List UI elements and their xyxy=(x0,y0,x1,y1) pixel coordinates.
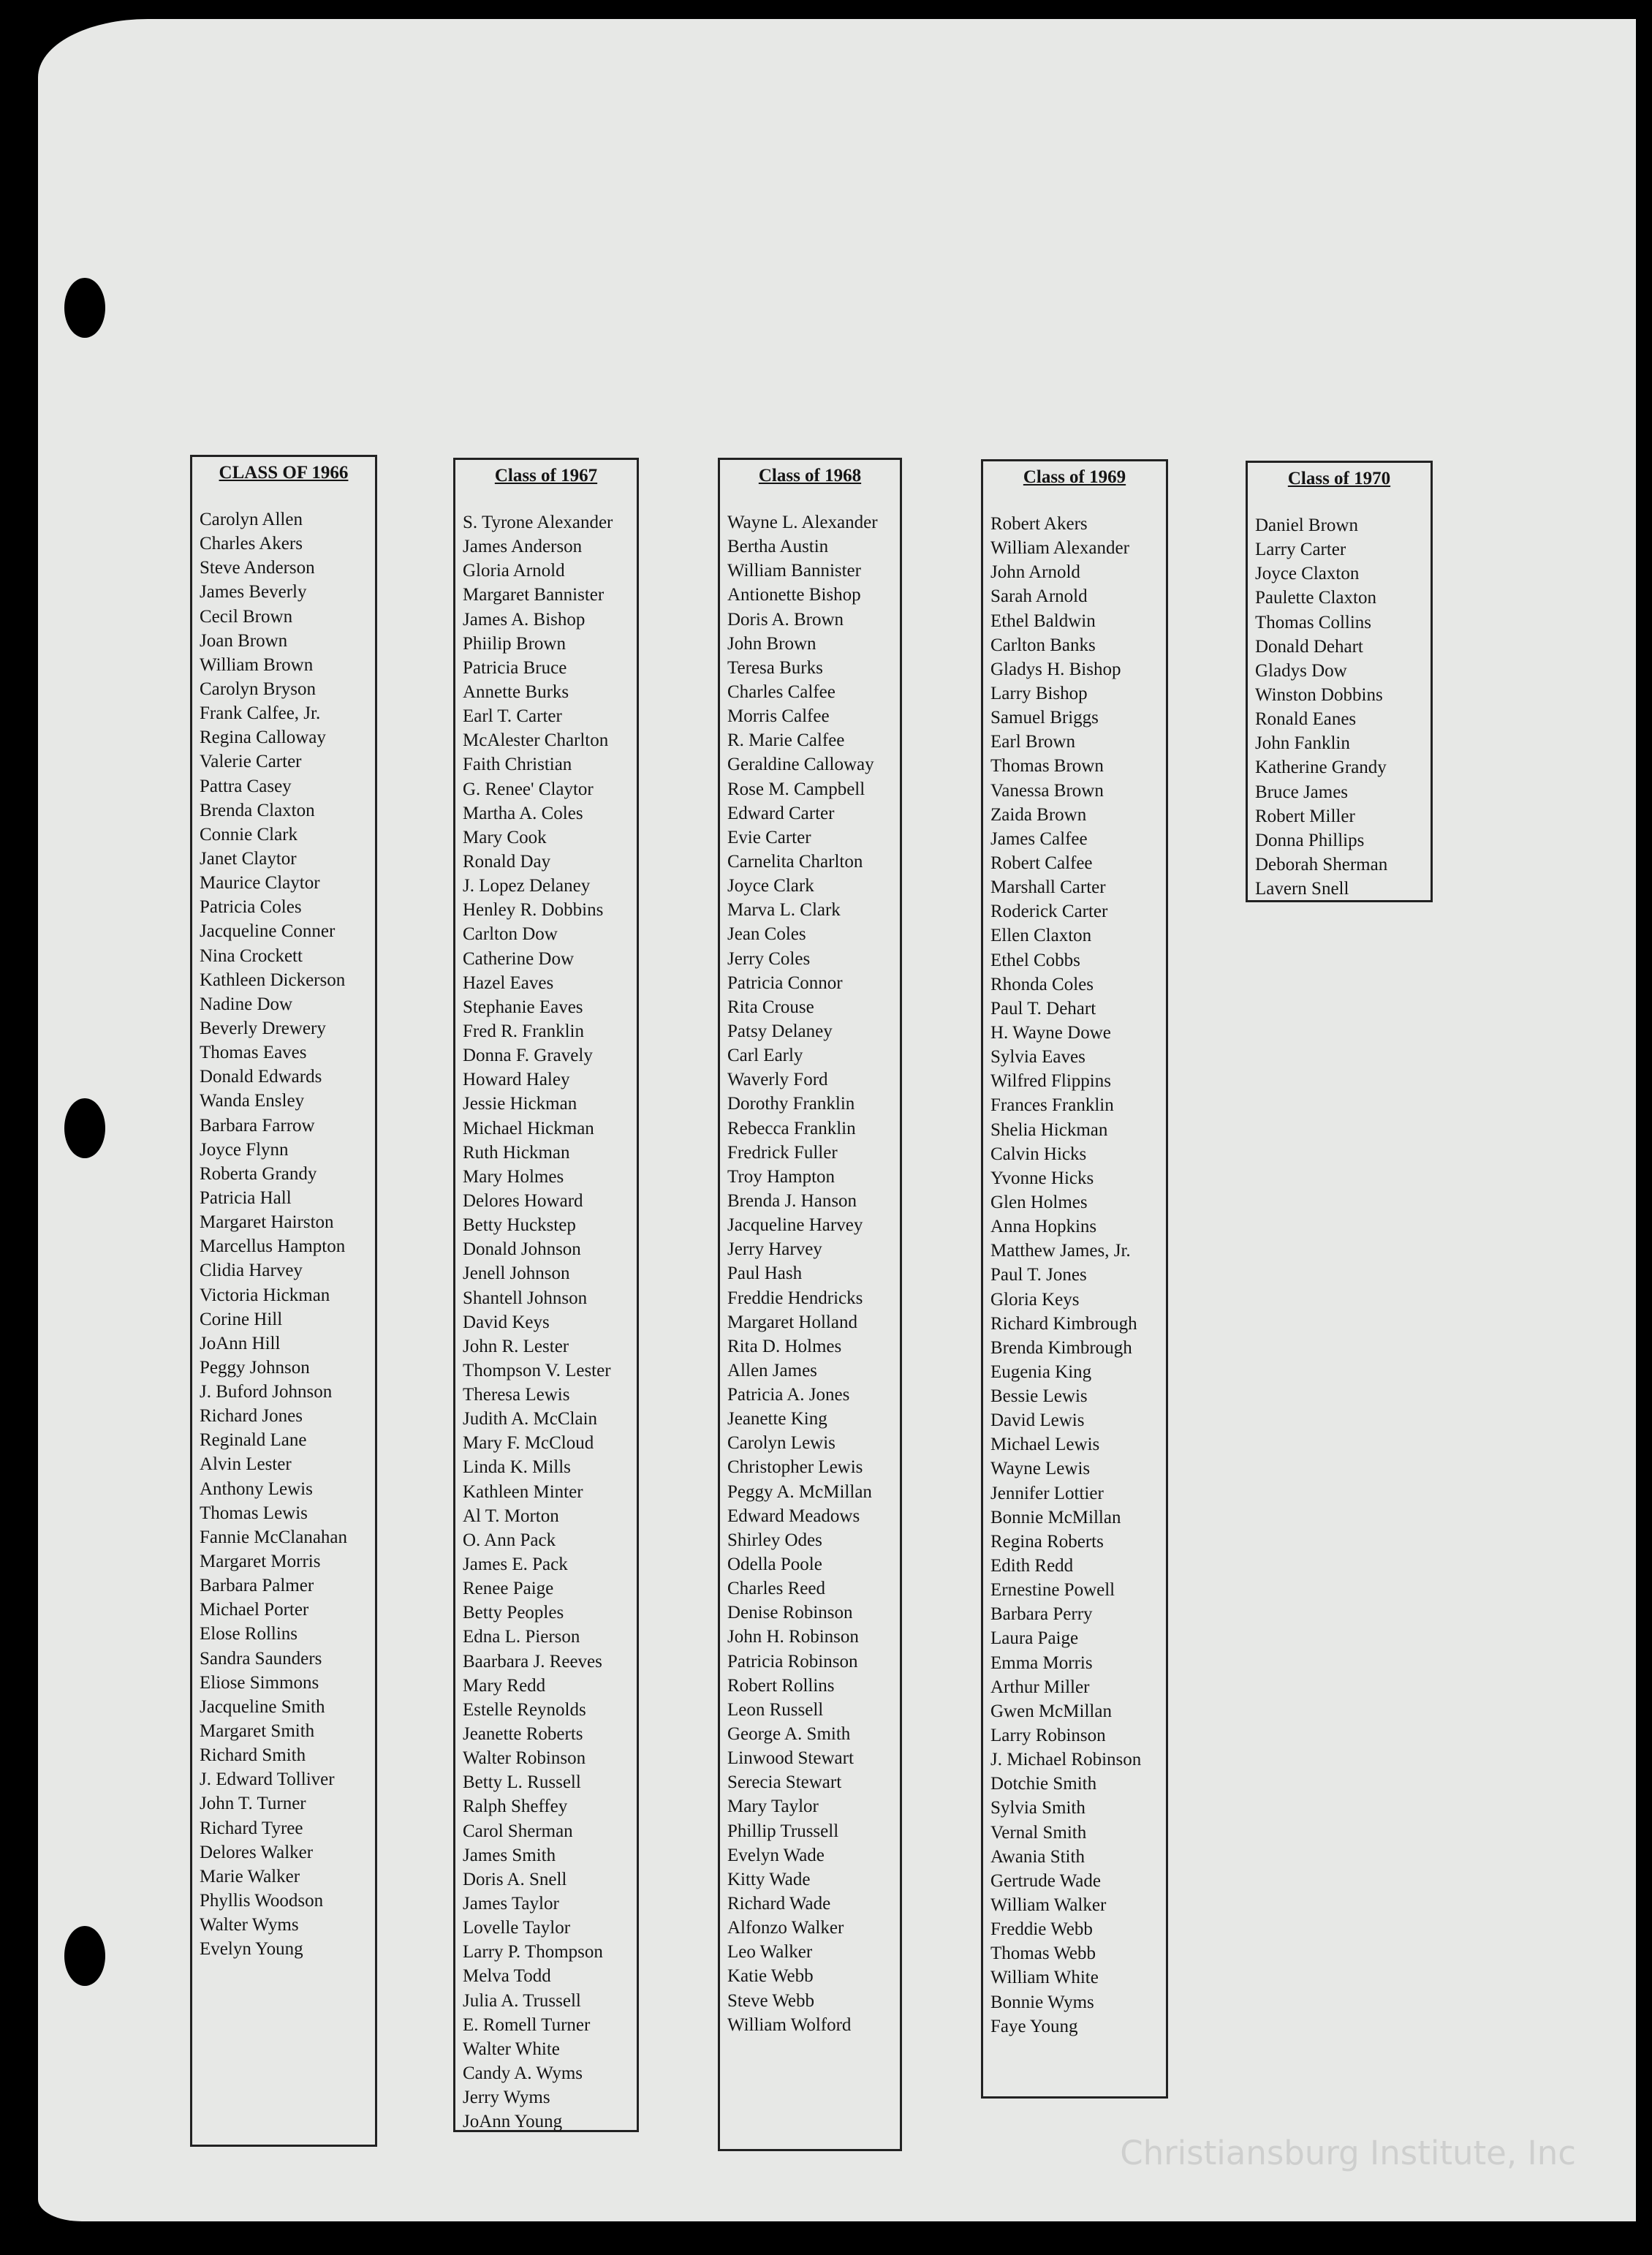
student-name: Ellen Claxton xyxy=(990,926,1092,946)
student-name: Gloria Arnold xyxy=(463,561,565,581)
student-name: Melva Todd xyxy=(463,1966,551,1987)
student-name: Thomas Eaves xyxy=(200,1043,307,1063)
student-name: Evelyn Wade xyxy=(727,1845,825,1865)
student-name: Larry P. Thompson xyxy=(463,1942,603,1963)
student-name: Waverly Ford xyxy=(727,1070,828,1090)
student-name: James Taylor xyxy=(463,1894,559,1914)
student-name: Paul T. Dehart xyxy=(990,998,1096,1019)
student-name: Carol Sherman xyxy=(463,1821,573,1841)
student-name: Marva L. Clark xyxy=(727,900,841,921)
student-name: Ronald Eanes xyxy=(1255,709,1357,730)
student-name: Paulette Claxton xyxy=(1255,588,1376,608)
student-name: Rhonda Coles xyxy=(990,974,1094,994)
student-name: Freddie Hendricks xyxy=(727,1288,863,1308)
student-name: Gladys Dow xyxy=(1255,660,1347,681)
class-1967-names xyxy=(463,510,634,2134)
student-name: Jacqueline Smith xyxy=(200,1696,325,1717)
student-name: Gertrude Wade xyxy=(990,1870,1101,1891)
binder-hole-top xyxy=(64,278,105,338)
student-name: James A. Bishop xyxy=(463,609,586,630)
student-name: Valerie Carter xyxy=(200,752,302,772)
student-name: Jacqueline Conner xyxy=(200,921,336,942)
student-name: Joyce Clark xyxy=(727,876,814,896)
class-1966-names xyxy=(200,507,372,1961)
class-1967-title: Class of 1967 xyxy=(494,466,598,486)
student-name: Vernal Smith xyxy=(990,1822,1087,1843)
class-1969-column xyxy=(981,459,1168,2099)
student-name: Catherine Dow xyxy=(463,948,575,969)
class-1967-column xyxy=(453,458,639,2132)
student-name: Delores Walker xyxy=(200,1842,314,1862)
student-name: Jerry Harvey xyxy=(727,1239,822,1260)
class-1966-title: CLASS OF 1966 xyxy=(219,463,349,483)
student-name: Walter White xyxy=(463,2039,560,2059)
student-name: Margaret Holland xyxy=(727,1312,857,1332)
student-name: Mary Holmes xyxy=(463,1166,564,1187)
student-name: Henley R. Dobbins xyxy=(463,900,604,921)
student-name: Edward Carter xyxy=(727,803,835,823)
student-name: Ernestine Powell xyxy=(990,1580,1115,1601)
student-name: Glen Holmes xyxy=(990,1192,1088,1212)
student-name: Jerry Wyms xyxy=(463,2088,550,2108)
student-name: Anna Hopkins xyxy=(990,1217,1097,1237)
student-name: Paul Hash xyxy=(727,1264,803,1284)
student-name: Michael Lewis xyxy=(990,1435,1100,1455)
student-name: Walter Wyms xyxy=(200,1915,299,1935)
student-name: Candy A. Wyms xyxy=(463,2063,583,2083)
student-name: Faith Christian xyxy=(463,755,572,775)
student-name: Phyllis Woodson xyxy=(200,1891,324,1911)
class-1969-names xyxy=(990,512,1163,2039)
student-name: Carnelita Charlton xyxy=(727,851,863,872)
student-name: Elose Rollins xyxy=(200,1624,298,1644)
student-name: Katie Webb xyxy=(727,1966,814,1987)
student-name: O. Ann Pack xyxy=(463,1530,556,1550)
student-name: Antionette Bishop xyxy=(727,585,861,605)
student-name: James Smith xyxy=(463,1845,556,1865)
class-1968-column xyxy=(718,458,902,2151)
student-name: Charles Calfee xyxy=(727,681,836,702)
student-name: Regina Calloway xyxy=(200,728,326,748)
student-name: Linda K. Mills xyxy=(463,1457,571,1478)
student-name: J. Lopez Delaney xyxy=(463,876,591,896)
student-name: Bertha Austin xyxy=(727,537,829,557)
student-name: Teresa Burks xyxy=(727,657,823,678)
student-name: Jennifer Lottier xyxy=(990,1483,1104,1503)
student-name: Bruce James xyxy=(1255,782,1349,802)
student-name: Barbara Palmer xyxy=(200,1576,314,1596)
student-name: JoAnn Young xyxy=(463,2112,563,2132)
student-name: Judith A. McClain xyxy=(463,1409,598,1429)
student-name: David Lewis xyxy=(990,1410,1085,1431)
student-name: Carolyn Lewis xyxy=(727,1433,836,1454)
student-name: Michael Porter xyxy=(200,1600,309,1620)
student-name: John T. Turner xyxy=(200,1794,306,1814)
student-name: John H. Robinson xyxy=(727,1627,859,1647)
student-name: Marshall Carter xyxy=(990,877,1106,898)
student-name: Martha A. Coles xyxy=(463,803,583,823)
student-name: John Arnold xyxy=(990,562,1080,583)
student-name: Corine Hill xyxy=(200,1309,283,1329)
student-name: E. Romell Turner xyxy=(463,2014,591,2035)
student-name: Joyce Flynn xyxy=(200,1139,289,1160)
student-name: Edith Redd xyxy=(990,1556,1074,1576)
student-name: Rita Crouse xyxy=(727,997,814,1017)
student-name: JoAnn Hill xyxy=(200,1333,281,1353)
student-name: Thompson V. Lester xyxy=(463,1360,611,1380)
student-name: Margaret Hairston xyxy=(200,1212,334,1233)
student-name: Cecil Brown xyxy=(200,606,293,627)
student-name: Gloria Keys xyxy=(990,1289,1080,1310)
student-name: Patricia A. Jones xyxy=(727,1385,850,1405)
student-name: Bonnie Wyms xyxy=(990,1992,1094,2012)
student-name: Donald Dehart xyxy=(1255,636,1363,657)
student-name: Patricia Hall xyxy=(200,1187,292,1208)
student-name: Delores Howard xyxy=(463,1190,583,1211)
student-name: Carlton Banks xyxy=(990,635,1096,655)
student-name: John Brown xyxy=(727,633,816,654)
student-name: Shirley Odes xyxy=(727,1530,822,1550)
student-name: Doris A. Snell xyxy=(463,1869,567,1889)
student-name: Richard Jones xyxy=(200,1406,303,1427)
student-name: McAlester Charlton xyxy=(463,730,609,751)
student-name: Jerry Coles xyxy=(727,948,811,969)
student-name: William Bannister xyxy=(727,561,861,581)
student-name: Shelia Hickman xyxy=(990,1119,1108,1140)
student-name: Alvin Lester xyxy=(200,1454,292,1475)
student-name: Annette Burks xyxy=(463,681,569,702)
student-name: Mary F. McCloud xyxy=(463,1433,594,1454)
student-name: Reginald Lane xyxy=(200,1430,307,1451)
student-name: Mary Taylor xyxy=(727,1797,819,1817)
class-1969-title: Class of 1969 xyxy=(1023,467,1126,487)
student-name: Betty Peoples xyxy=(463,1603,564,1623)
student-name: John Fanklin xyxy=(1255,733,1350,754)
student-name: Margaret Morris xyxy=(200,1552,321,1572)
student-name: Matthew James, Jr. xyxy=(990,1241,1131,1261)
student-name: Betty L. Russell xyxy=(463,1772,581,1793)
student-name: Ronald Day xyxy=(463,851,551,872)
student-name: Maurice Claytor xyxy=(200,873,320,894)
student-name: Rita D. Holmes xyxy=(727,1336,842,1356)
student-name: Phillip Trussell xyxy=(727,1821,839,1841)
student-name: John R. Lester xyxy=(463,1336,569,1356)
student-name: Theresa Lewis xyxy=(463,1385,570,1405)
student-name: G. Renee' Claytor xyxy=(463,779,594,799)
student-name: Geraldine Calloway xyxy=(727,755,874,775)
student-name: Thomas Collins xyxy=(1255,612,1372,632)
student-name: Betty Huckstep xyxy=(463,1215,576,1236)
student-name: Yvonne Hicks xyxy=(990,1168,1094,1188)
student-name: Lavern Snell xyxy=(1255,879,1349,899)
student-name: Rose M. Campbell xyxy=(727,779,865,799)
binder-hole-middle xyxy=(64,1098,105,1158)
student-name: Nadine Dow xyxy=(200,994,293,1014)
student-name: Christopher Lewis xyxy=(727,1457,863,1478)
student-name: Peggy Johnson xyxy=(200,1357,310,1378)
student-name: Deborah Sherman xyxy=(1255,854,1388,875)
student-name: Ruth Hickman xyxy=(463,1142,570,1163)
student-name: Odella Poole xyxy=(727,1555,822,1575)
student-name: Steve Anderson xyxy=(200,558,315,578)
student-name: Marie Walker xyxy=(200,1866,300,1886)
student-name: Beverly Drewery xyxy=(200,1018,326,1038)
class-1970-column xyxy=(1246,461,1433,902)
student-name: Robert Calfee xyxy=(990,853,1093,873)
student-name: Charles Akers xyxy=(200,534,303,554)
student-name: Arthur Miller xyxy=(990,1677,1090,1697)
student-name: Carolyn Bryson xyxy=(200,679,317,699)
student-name: Thomas Lewis xyxy=(200,1503,308,1523)
student-name: Pattra Casey xyxy=(200,776,292,796)
student-name: Morris Calfee xyxy=(727,706,830,727)
student-name: Victoria Hickman xyxy=(200,1285,330,1305)
student-name: Patricia Connor xyxy=(727,972,843,993)
student-name: Daniel Brown xyxy=(1255,515,1358,535)
student-name: Steve Webb xyxy=(727,1990,815,2011)
student-name: Wanda Ensley xyxy=(200,1091,305,1111)
student-name: Donald Johnson xyxy=(463,1239,581,1260)
student-name: Jenell Johnson xyxy=(463,1264,570,1284)
student-name: William Wolford xyxy=(727,2014,852,2035)
class-1968-names xyxy=(727,510,897,2037)
student-name: Zaida Brown xyxy=(990,804,1087,825)
student-name: George A. Smith xyxy=(727,1724,851,1745)
student-name: Sandra Saunders xyxy=(200,1648,322,1669)
student-name: James Calfee xyxy=(990,828,1088,849)
student-name: Earl Brown xyxy=(990,732,1075,752)
student-name: Joan Brown xyxy=(200,630,288,651)
student-name: Donald Edwards xyxy=(200,1067,322,1087)
student-name: Clidia Harvey xyxy=(200,1261,303,1281)
student-name: J. Edward Tolliver xyxy=(200,1769,335,1790)
student-name: Fannie McClanahan xyxy=(200,1527,348,1547)
student-name: Walter Robinson xyxy=(463,1748,586,1769)
student-name: Patsy Delaney xyxy=(727,1021,833,1041)
student-name: Gwen McMillan xyxy=(990,1701,1112,1721)
student-name: Phiilip Brown xyxy=(463,633,566,654)
student-name: Alfonzo Walker xyxy=(727,1918,844,1938)
student-name: Joyce Claxton xyxy=(1255,564,1360,584)
student-name: Wayne Lewis xyxy=(990,1459,1091,1479)
student-name: Carl Early xyxy=(727,1046,803,1066)
student-name: Richard Tyree xyxy=(200,1818,303,1838)
student-name: Frank Calfee, Jr. xyxy=(200,703,321,724)
student-name: Rebecca Franklin xyxy=(727,1118,856,1138)
student-name: Jessie Hickman xyxy=(463,1094,577,1114)
student-name: Kitty Wade xyxy=(727,1869,811,1889)
student-name: James Anderson xyxy=(463,537,583,557)
student-name: Donna F. Gravely xyxy=(463,1046,593,1066)
student-name: Kathleen Dickerson xyxy=(200,970,346,990)
student-name: Nina Crockett xyxy=(200,945,303,966)
student-name: Brenda Kimbrough xyxy=(990,1337,1132,1358)
student-name: Richard Kimbrough xyxy=(990,1313,1137,1334)
student-name: Connie Clark xyxy=(200,824,298,845)
student-name: David Keys xyxy=(463,1312,550,1332)
student-name: S. Tyrone Alexander xyxy=(463,513,613,532)
student-name: Leon Russell xyxy=(727,1699,824,1720)
student-name: Kathleen Minter xyxy=(463,1481,583,1502)
student-name: Marcellus Hampton xyxy=(200,1236,346,1257)
student-name: Larry Robinson xyxy=(990,1726,1106,1746)
student-name: Serecia Stewart xyxy=(727,1772,842,1793)
student-name: Michael Hickman xyxy=(463,1118,594,1138)
class-1966-column xyxy=(190,455,377,2147)
student-name: Patricia Bruce xyxy=(463,657,567,678)
student-name: Allen James xyxy=(727,1360,817,1380)
student-name: William Brown xyxy=(200,654,314,675)
student-name: Howard Haley xyxy=(463,1070,570,1090)
student-name: Baarbara J. Reeves xyxy=(463,1651,602,1672)
student-name: Sylvia Eaves xyxy=(990,1047,1085,1068)
student-name: Fred R. Franklin xyxy=(463,1021,584,1041)
student-name: Wilfred Flippins xyxy=(990,1071,1111,1092)
student-name: Carolyn Allen xyxy=(200,510,303,529)
student-name: Calvin Hicks xyxy=(990,1144,1087,1164)
student-name: Roberta Grandy xyxy=(200,1163,317,1184)
student-name: H. Wayne Dowe xyxy=(990,1022,1111,1043)
student-name: Lovelle Taylor xyxy=(463,1918,571,1938)
student-name: Jeanette Roberts xyxy=(463,1724,583,1745)
student-name: Barbara Farrow xyxy=(200,1115,315,1136)
student-name: Evie Carter xyxy=(727,827,811,847)
student-name: Faye Young xyxy=(990,2016,1078,2036)
watermark-text: Christiansburg Institute, Inc xyxy=(1120,2134,1576,2172)
student-name: J. Michael Robinson xyxy=(990,1750,1142,1770)
student-name: Katherine Grandy xyxy=(1255,758,1387,778)
student-name: Denise Robinson xyxy=(727,1603,853,1623)
binder-hole-bottom xyxy=(64,1926,105,1986)
student-name: Hazel Eaves xyxy=(463,972,554,993)
student-name: Mary Cook xyxy=(463,827,547,847)
class-1970-title: Class of 1970 xyxy=(1287,469,1391,488)
student-name: Laura Paige xyxy=(990,1628,1079,1649)
student-name: Stephanie Eaves xyxy=(463,997,583,1017)
student-name: Eliose Simmons xyxy=(200,1672,319,1693)
student-name: James Beverly xyxy=(200,582,307,603)
student-name: James E. Pack xyxy=(463,1555,568,1575)
student-name: Emma Morris xyxy=(990,1652,1093,1673)
student-name: Ethel Cobbs xyxy=(990,950,1080,970)
student-name: Estelle Reynolds xyxy=(463,1699,586,1720)
student-name: Carlton Dow xyxy=(463,924,558,945)
student-name: Donna Phillips xyxy=(1255,830,1365,850)
student-name: Regina Roberts xyxy=(990,1531,1104,1552)
student-name: Samuel Briggs xyxy=(990,708,1099,728)
student-name: Vanessa Brown xyxy=(990,780,1104,801)
student-name: Shantell Johnson xyxy=(463,1288,588,1308)
student-name: Evelyn Young xyxy=(200,1939,303,1960)
student-name: Sylvia Smith xyxy=(990,1798,1085,1818)
student-name: Awania Stith xyxy=(990,1846,1085,1867)
student-name: Ethel Baldwin xyxy=(990,611,1096,631)
student-name: Renee Paige xyxy=(463,1579,554,1599)
student-name: Troy Hampton xyxy=(727,1166,836,1187)
student-name: Jean Coles xyxy=(727,924,806,945)
student-name: Doris A. Brown xyxy=(727,609,844,630)
student-name: Robert Akers xyxy=(990,514,1088,534)
student-name: Margaret Bannister xyxy=(463,585,605,605)
class-1968-title: Class of 1968 xyxy=(758,466,862,486)
student-name: Larry Bishop xyxy=(990,683,1088,703)
student-name: Julia A. Trussell xyxy=(463,1990,581,2011)
student-name: Robert Rollins xyxy=(727,1675,835,1696)
student-name: Patricia Coles xyxy=(200,897,302,918)
student-name: Patricia Robinson xyxy=(727,1651,858,1672)
student-name: William White xyxy=(990,1968,1099,1988)
student-name: William Alexander xyxy=(990,538,1129,559)
student-name: Edward Meadows xyxy=(727,1506,860,1526)
student-name: Bessie Lewis xyxy=(990,1386,1088,1407)
student-name: Bonnie McMillan xyxy=(990,1507,1121,1527)
student-name: Leo Walker xyxy=(727,1942,813,1963)
student-name: J. Buford Johnson xyxy=(200,1382,333,1402)
student-name: Peggy A. McMillan xyxy=(727,1481,872,1502)
student-name: Paul T. Jones xyxy=(990,1265,1087,1285)
student-name: Larry Carter xyxy=(1255,540,1346,560)
student-name: Anthony Lewis xyxy=(200,1478,313,1499)
student-name: Linwood Stewart xyxy=(727,1748,854,1769)
student-name: Edna L. Pierson xyxy=(463,1627,580,1647)
student-name: Jeanette King xyxy=(727,1409,827,1429)
student-name: Thomas Brown xyxy=(990,756,1104,777)
student-name: Frances Franklin xyxy=(990,1095,1114,1116)
student-name: Fredrick Fuller xyxy=(727,1142,838,1163)
student-name: Thomas Webb xyxy=(990,1944,1096,1964)
student-name: Barbara Perry xyxy=(990,1604,1093,1625)
student-name: Sarah Arnold xyxy=(990,586,1088,607)
student-name: Charles Reed xyxy=(727,1579,825,1599)
student-name: Eugenia King xyxy=(990,1361,1092,1382)
student-name: Richard Wade xyxy=(727,1894,831,1914)
student-name: Wayne L. Alexander xyxy=(727,513,878,532)
student-name: Dorothy Franklin xyxy=(727,1094,855,1114)
student-name: Janet Claytor xyxy=(200,848,297,869)
student-name: Winston Dobbins xyxy=(1255,684,1383,705)
student-name: Roderick Carter xyxy=(990,902,1108,922)
student-name: Al T. Morton xyxy=(463,1506,559,1526)
student-name: Brenda J. Hanson xyxy=(727,1190,857,1211)
student-name: Robert Miller xyxy=(1255,806,1355,826)
student-name: Earl T. Carter xyxy=(463,706,562,727)
student-name: Dotchie Smith xyxy=(990,1774,1097,1794)
student-name: Margaret Smith xyxy=(200,1721,315,1742)
student-name: Freddie Webb xyxy=(990,1919,1093,1940)
student-name: Richard Smith xyxy=(200,1745,306,1766)
student-name: William Walker xyxy=(990,1895,1107,1916)
student-name: Brenda Claxton xyxy=(200,800,315,820)
class-1970-names xyxy=(1255,513,1428,901)
student-name: Ralph Sheffey xyxy=(463,1797,568,1817)
student-name: Gladys H. Bishop xyxy=(990,659,1121,679)
student-name: Jacqueline Harvey xyxy=(727,1215,863,1236)
student-name: R. Marie Calfee xyxy=(727,730,845,751)
student-name: Mary Redd xyxy=(463,1675,546,1696)
